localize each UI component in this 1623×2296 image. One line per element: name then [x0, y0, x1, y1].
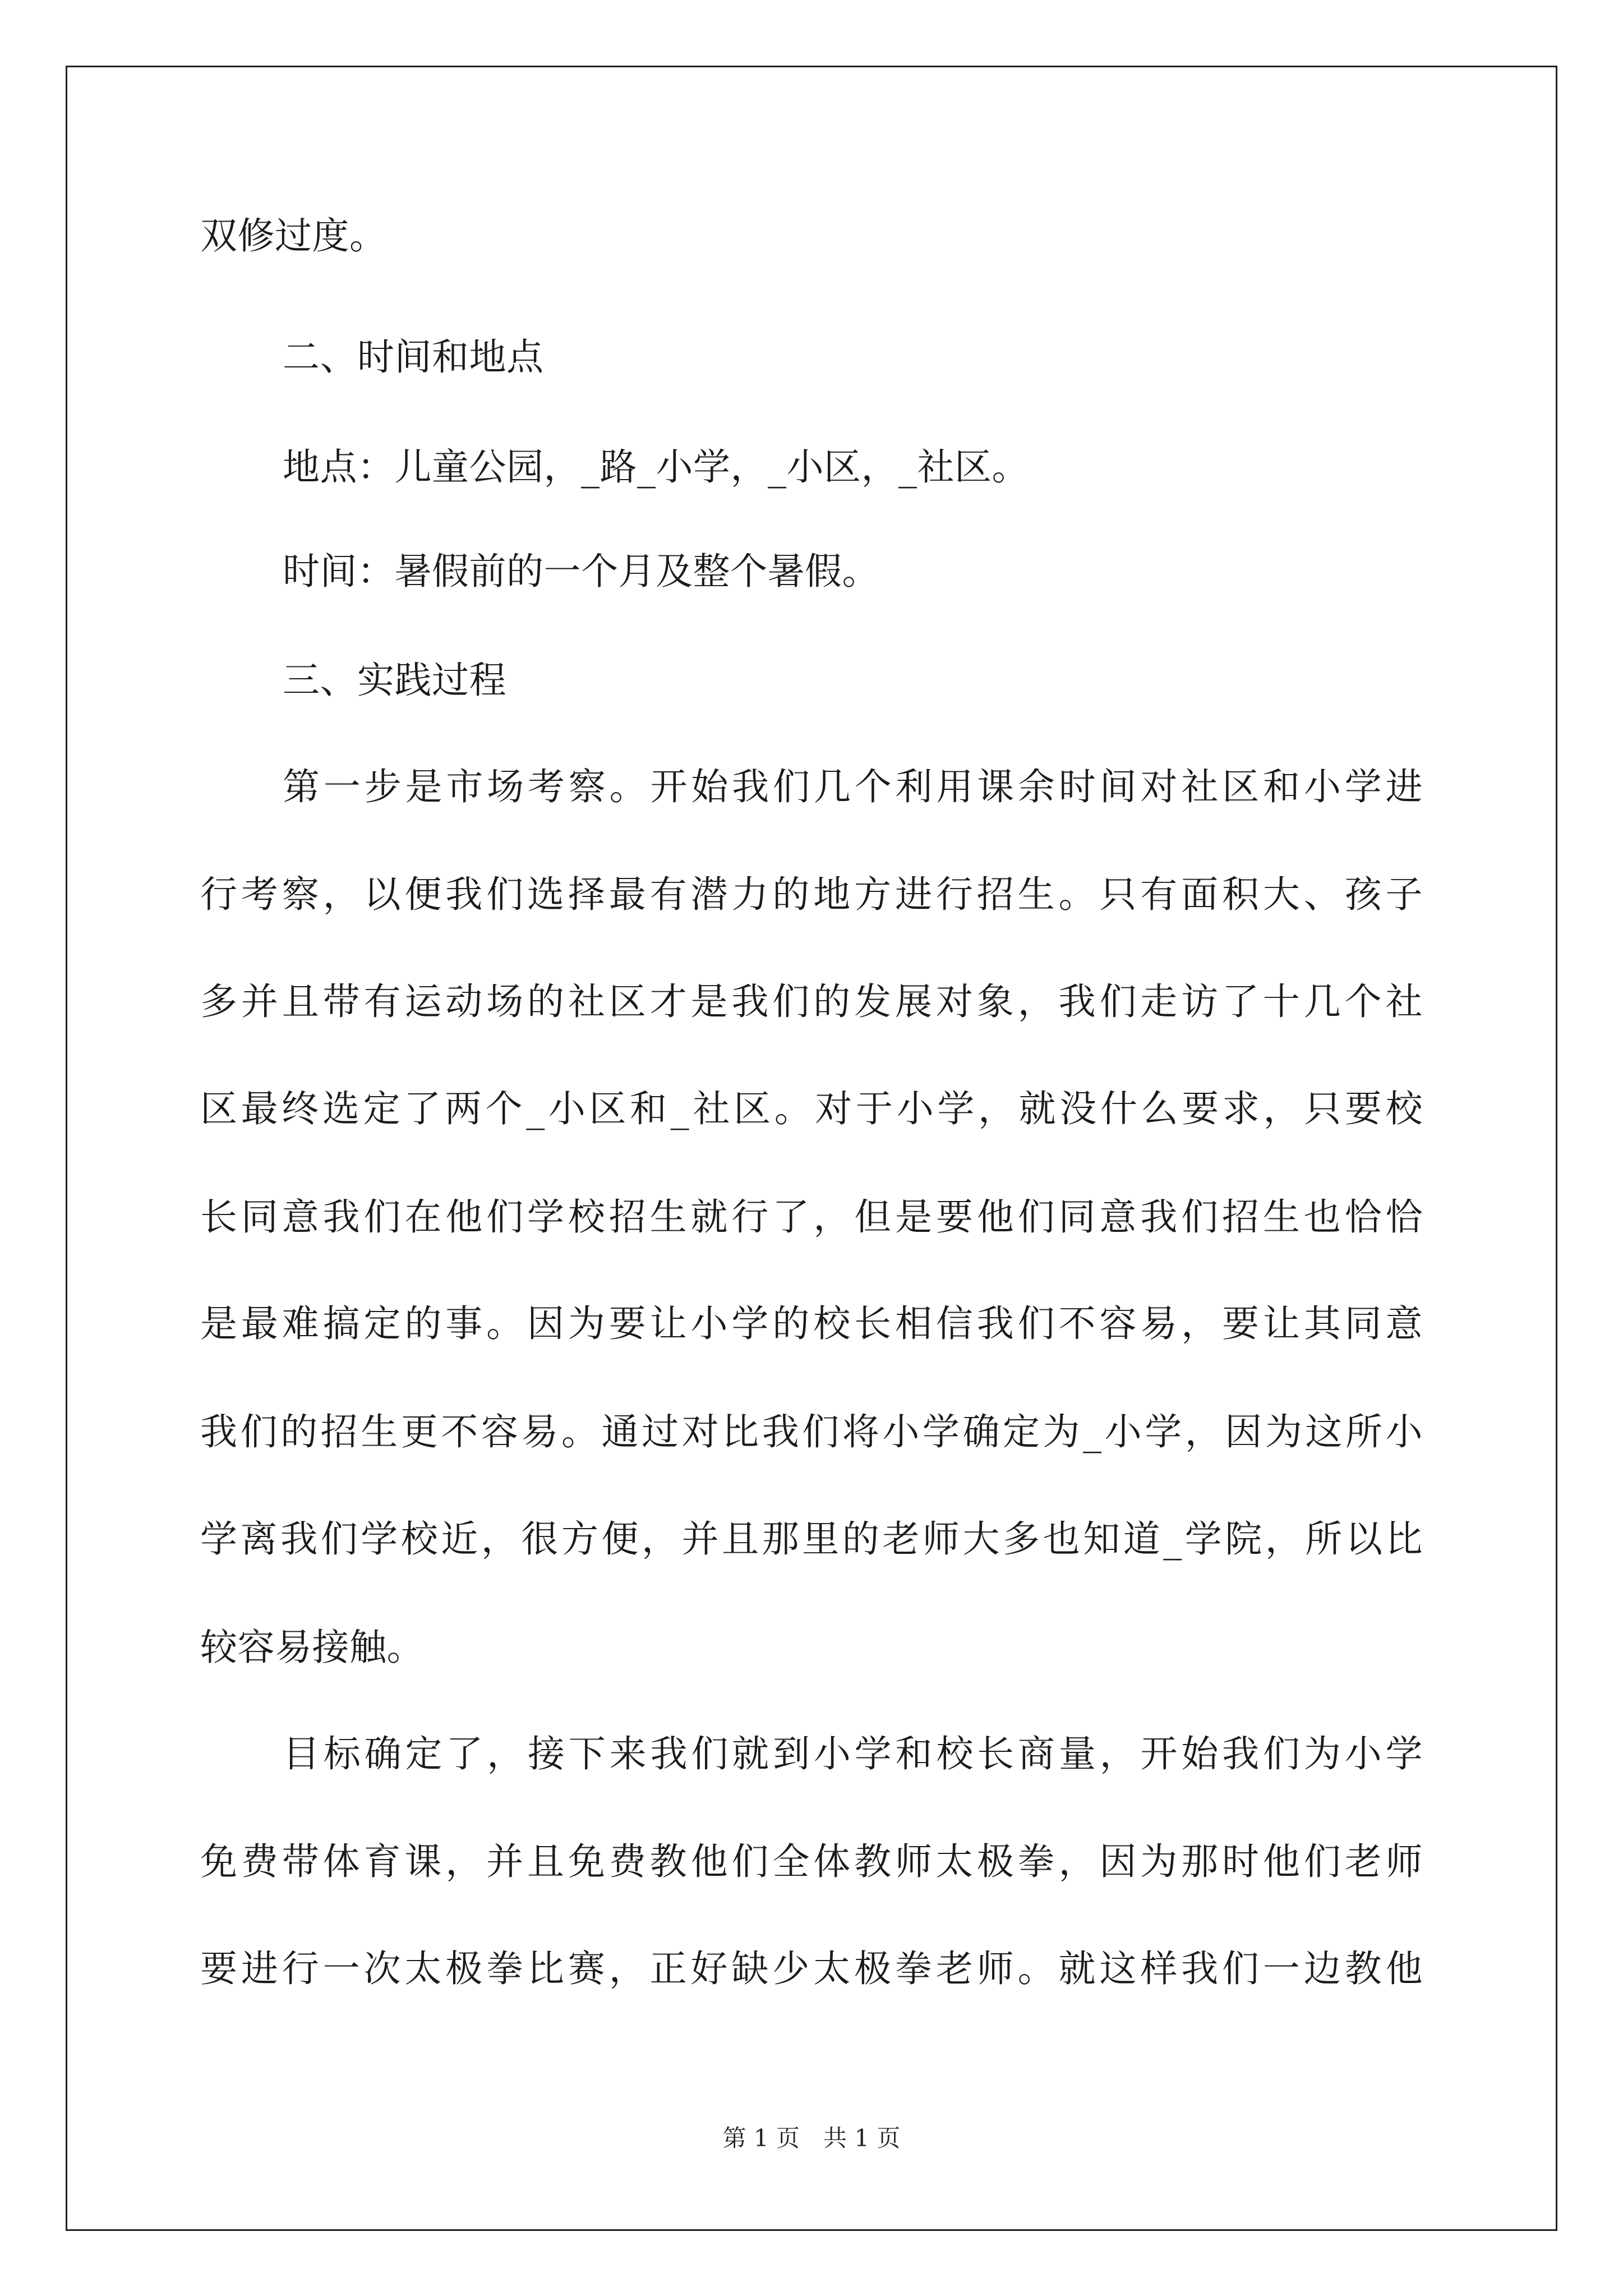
- paragraph-line: 免费带体育课，并且免费教他们全体教师太极拳，因为那时他们老师: [200, 1840, 1423, 1883]
- section-heading: 二、时间和地点: [283, 335, 544, 379]
- paragraph-line: 行考察，以便我们选择最有潜力的地方进行招生。只有面积大、孩子: [200, 873, 1423, 916]
- section-heading: 三、实践过程: [283, 659, 506, 702]
- paragraph-line: 要进行一次太极拳比赛，正好缺少太极拳老师。就这样我们一边教他: [200, 1947, 1423, 1990]
- paragraph-line: 第一步是市场考察。开始我们几个利用课余时间对社区和小学进: [283, 765, 1423, 808]
- page-border: [66, 66, 1557, 2231]
- paragraph-line: 时间：暑假前的一个月及整个暑假。: [283, 550, 879, 593]
- paragraph-line: 区最终选定了两个_小区和_社区。对于小学，就没什么要求，只要校: [200, 1087, 1423, 1130]
- paragraph-line: 长同意我们在他们学校招生就行了，但是要他们同意我们招生也恰恰: [200, 1195, 1423, 1239]
- paragraph-line: 地点：儿童公园，_路_小学，_小区，_社区。: [283, 445, 1029, 489]
- paragraph-line: 多并且带有运动场的社区才是我们的发展对象，我们走访了十几个社: [200, 980, 1423, 1023]
- paragraph-line: 双修过度。: [200, 214, 387, 257]
- paragraph-line: 目标确定了，接下来我们就到小学和校长商量，开始我们为小学: [283, 1732, 1423, 1775]
- paragraph-line: 较容易接触。: [200, 1626, 424, 1669]
- paragraph-line: 我们的招生更不容易。通过对比我们将小学确定为_小学，因为这所小: [200, 1410, 1423, 1453]
- page-number-footer: 第 1 页 共 1 页: [722, 2124, 901, 2152]
- paragraph-line: 学离我们学校近，很方便，并且那里的老师大多也知道_学院，所以比: [200, 1517, 1423, 1561]
- paragraph-line: 是最难搞定的事。因为要让小学的校长相信我们不容易，要让其同意: [200, 1302, 1423, 1345]
